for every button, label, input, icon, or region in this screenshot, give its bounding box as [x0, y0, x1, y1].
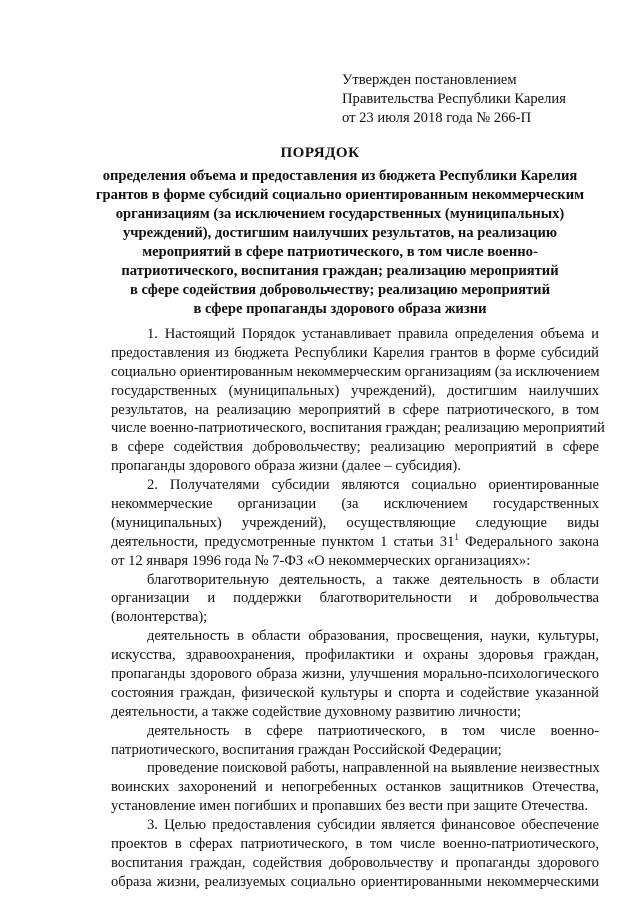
- text-line: 3. Целью предоставления субсидии является финансовое обеспечение: [147, 817, 599, 834]
- text-line: пропаганды здорового образа жизни (далее – субсидия).: [111, 458, 461, 475]
- text-line: от 12 января 1996 года № 7-ФЗ «О некоммерческих организациях»:: [111, 552, 531, 569]
- text-line: патриотического, воспитания граждан Российской Федерации;: [111, 741, 502, 758]
- text-line: в сфере содействия добровольчеству; реализацию мероприятий в сфере: [111, 439, 599, 456]
- text-line: некоммерческие организации (за исключением государственных: [111, 496, 599, 513]
- text-line: благотворительную деятельность, а также деятельность в области: [147, 571, 599, 588]
- text-line: деятельность в сфере патриотического, в том числе военно-: [147, 722, 599, 739]
- text-line: установление имен погибших и пропавших без вести при защите Отечества.: [111, 798, 588, 815]
- approval-line: Утвержден постановлением: [342, 72, 517, 88]
- paragraph-2: [111, 476, 599, 570]
- text-line: результатов, на реализацию мероприятий в сфере патриотического, в том: [111, 401, 599, 418]
- approval-line: Правительства Республики Карелия: [342, 91, 566, 107]
- paragraph-1: [111, 325, 605, 476]
- subtitle-line: в сфере содействия добровольчеству; реализацию мероприятий: [129, 282, 550, 298]
- document-title: ПОРЯДОК: [280, 145, 360, 161]
- text-line: организации и поддержки благотворительности и добровольчества: [111, 590, 599, 607]
- text-line: проведение поисковой работы, направленной на выявление неизвестных: [147, 760, 600, 777]
- subtitle-line: определения объема и предоставления из бюджета Республики Карелия: [102, 168, 578, 184]
- subtitle-line: патриотического, воспитания граждан; реализацию мероприятий: [121, 263, 559, 279]
- text-line: состояния граждан, физической культуры и спорта и содействие указанной: [111, 684, 599, 701]
- text-line: числе военно-патриотического, воспитания граждан; реализацию мероприятий: [111, 420, 605, 437]
- text-line: социально ориентированным некоммерческим организациям (за исключением: [111, 363, 600, 380]
- text-line: пропаганды здорового образа жизни, улучшения морально-психологического: [111, 666, 599, 683]
- text-line: (волонтерства);: [111, 609, 208, 626]
- paragraph-5: [111, 722, 599, 760]
- text-line: искусства, здравоохранения, профилактики и охраны здоровья граждан,: [111, 647, 599, 664]
- approval-line: от 23 июля 2018 года № 266-П: [342, 110, 532, 126]
- text-line: государственных (муниципальных) учреждений), достигшим наилучших: [111, 382, 599, 399]
- paragraph-7: [111, 816, 599, 892]
- paragraph-4: [111, 627, 599, 721]
- approval-stamp: [342, 71, 612, 128]
- text-line: предоставления из бюджета Республики Карелия грантов в форме субсидий: [111, 344, 599, 361]
- text-line: деятельность в области образования, просвещения, науки, культуры,: [147, 628, 599, 645]
- document-body: [111, 325, 605, 892]
- subtitle-line: грантов в форме субсидий социально ориентированным некоммерческим: [95, 187, 585, 203]
- text-fragment: Федерального закона: [458, 533, 599, 550]
- footnote-superscript: 1: [454, 531, 459, 542]
- document-subtitle: [70, 167, 610, 319]
- text-line: образа жизни, реализуемых социально ориентированными некоммерческими: [111, 873, 599, 890]
- text-line: 2. Получателями субсидии являются социально ориентированные: [147, 477, 599, 494]
- subtitle-line: организациям (за исключением государственных (муниципальных): [115, 206, 565, 222]
- text-line: (муниципальных) учреждений), осуществляющие следующие виды: [111, 514, 599, 531]
- paragraph-3: [111, 571, 599, 628]
- text-line: воспитания граждан, содействия добровольчеству и пропаганды здорового: [111, 854, 599, 871]
- subtitle-line: мероприятий в сфере патриотического, в том числе военно-: [142, 244, 538, 260]
- text-line: воинских захоронений и непогребенных останков защитников Отечества,: [111, 779, 599, 796]
- subtitle-line: в сфере пропаганды здорового образа жизни: [193, 301, 487, 317]
- paragraph-6: [111, 759, 599, 816]
- text-fragment: деятельности, предусмотренные пунктом 1 статьи 31: [111, 533, 455, 550]
- text-line: деятельности, а также содействие духовному развитию личности;: [111, 703, 522, 720]
- subtitle-line: учреждений), достигшим наилучших результатов, на реализацию: [122, 225, 557, 241]
- text-line: [111, 533, 599, 552]
- text-line: 1. Настоящий Порядок устанавливает правила определения объема и: [147, 326, 599, 342]
- text-line: проектов в сферах патриотического, в том числе военно-патриотического,: [111, 836, 599, 853]
